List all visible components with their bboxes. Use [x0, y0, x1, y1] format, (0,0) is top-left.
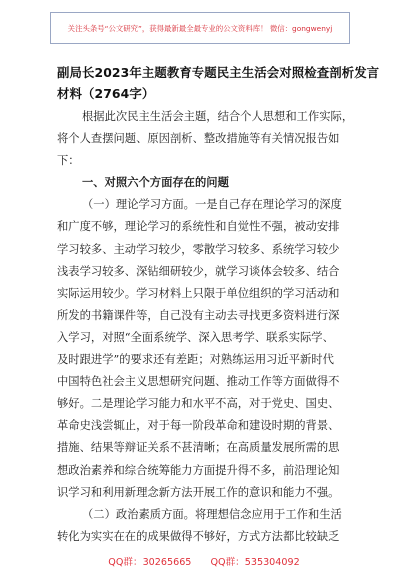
- paragraph-line: 中国特色社会主义思想研究问题、推动工作等方面做得不: [57, 375, 340, 389]
- paragraph-line: 下：: [57, 154, 80, 168]
- paragraph-line: 根据此次民主生活会主题，结合个人思想和工作实际，: [82, 110, 354, 123]
- paragraph-line: 够好。二是理论学习能力和水平不高，对于党史、国史、: [57, 397, 340, 411]
- header-banner: 关注头条号“公文研究”，获得最新最全最专业的公文资料库！ 微信：gongwenyj: [50, 12, 350, 44]
- paragraph-line: 浅表学习较多、深钻细研较少，就学习谈体会较多、结合: [57, 264, 340, 278]
- paragraph-line: 措施、结果等辩证关系不甚清晰；在高质量发展所需的思: [57, 441, 340, 455]
- paragraph-line: 想政治素养和综合统筹能力方面提升得不多，前沿理论知: [57, 463, 340, 477]
- paragraph-line: 入学习，对照“全面系统学、深入思考学、联系实际学、: [57, 330, 334, 344]
- paragraph-line: （一）理论学习方面。一是自己存在理论学习的深度: [82, 198, 342, 212]
- footer-contacts: [0, 554, 408, 568]
- paragraph-line: 将个人查摆问题、原因剖析、整改措施等有关情况报告如: [57, 132, 340, 146]
- qq-group-2: QQ群：535304092: [210, 557, 300, 568]
- paragraph-line: 及时跟进学”的要求还有差距；对熟练运用习近平新时代: [57, 353, 334, 367]
- title-line: 材料（2764字）: [57, 86, 155, 101]
- paragraph-line: （二）政治素质方面。将理想信念应用于工作和生活: [82, 507, 342, 521]
- paragraph-line: 转化为实实在在的成果做得不够好，方式方法都比较缺乏: [57, 529, 340, 543]
- paragraph-line: 所发的书籍课件等，自己没有主动去寻找更多资料进行深: [57, 308, 340, 322]
- document-title: [57, 62, 380, 104]
- document-body: [57, 106, 359, 548]
- paragraph-line: 实际运用较少。学习材料上只限于单位组织的学习活动和: [57, 286, 340, 300]
- qq-group-1: QQ群：30265665: [108, 557, 192, 568]
- paragraph-line: 识学习和利用新理念新方法开展工作的意识和能力不强。: [57, 485, 340, 499]
- paragraph-line: 学习较多、主动学习较少，零散学习较多、系统学习较少: [57, 242, 340, 256]
- paragraph-line: 和广度不够，理论学习的系统性和自觉性不强，被动安排: [57, 220, 340, 234]
- paragraph-line: 革命史浅尝辄止，对于每一阶段革命和建设时期的背景、: [57, 419, 340, 433]
- section-heading: 一、对照六个方面存在的问题: [82, 176, 229, 190]
- title-line: 副局长2023年主题教育专题民主生活会对照检查剖析发言: [57, 65, 380, 80]
